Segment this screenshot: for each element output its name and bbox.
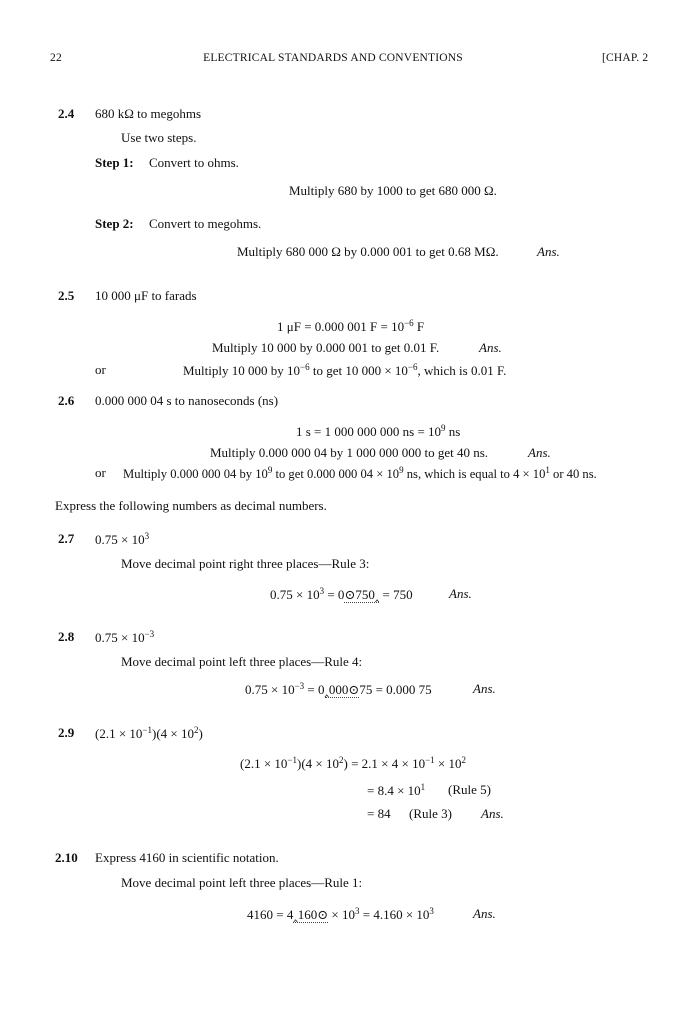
step2-text: Convert to megohms. xyxy=(149,216,262,231)
answer-mark: Ans. xyxy=(449,586,472,601)
equation-2-6-b: Multiply 0.000 000 04 by 1 000 000 000 to get 40 ns. xyxy=(210,445,489,460)
step2-label: Step 2: xyxy=(95,216,134,231)
equation-2-9-line2: = $8.4 \times 10^1$ xyxy=(367,782,426,798)
or-label: or xyxy=(95,465,106,480)
step1-label: Step 1: xyxy=(95,155,134,170)
intro-2-4: Use two steps. xyxy=(121,130,197,145)
running-title: ELECTRICAL STANDARDS AND CONVENTIONS xyxy=(203,52,463,64)
equation-2-5-a: 1 μF = 0.000 001 $F = 10^{-6}$ F xyxy=(277,318,425,334)
problem-prompt-2-8: $0.75 \times 10^{-3}$ xyxy=(95,629,155,645)
problem-number-2-9: 2.9 xyxy=(58,725,75,740)
equation-2-10: 4160 = 4‸160⊙ × $10^3 = 4.160 \times 10^3$ xyxy=(247,906,434,922)
chapter-label: [CHAP. 2 xyxy=(602,52,649,64)
section-intro: Express the following numbers as decimal numbers. xyxy=(55,498,327,513)
problem-prompt-2-5: 10 000 μF to farads xyxy=(95,288,197,303)
equation-2-9-line3: = 84 xyxy=(367,806,391,821)
problem-prompt-2-10: Express 4160 in scientific notation. xyxy=(95,850,279,865)
rule-ref-5: (Rule 5) xyxy=(448,782,491,797)
answer-mark: Ans. xyxy=(528,445,551,460)
rule-2-7: Move decimal point right three places—Rule 3: xyxy=(121,556,370,571)
equation-2-5-b: Multiply 10 000 by 0.000 001 to get 0.01 F. xyxy=(212,340,440,355)
rule-2-10: Move decimal point left three places—Rule 1: xyxy=(121,875,363,890)
rule-2-8: Move decimal point left three places—Rule 4: xyxy=(121,654,363,669)
step2-equation: Multiply 680 000 Ω by 0.000 001 to get 0.68 MΩ. xyxy=(237,244,499,259)
problem-number-2-6: 2.6 xyxy=(58,393,75,408)
problem-prompt-2-4: 680 kΩ to megohms xyxy=(95,106,202,121)
problem-number-2-7: 2.7 xyxy=(58,531,75,546)
step1-equation: Multiply 680 by 1000 to get 680 000 Ω. xyxy=(289,183,497,198)
equation-2-8: $0.75 \times 10^{-3}$ = 0‸000⊙75 = 0.000 75 xyxy=(245,681,432,697)
equation-2-9-line1: $(2.1 \times 10^{-1})(4 \times 10^2) = 2.1 \times 4 \times 10^{-1} \times 10^2$ xyxy=(240,755,466,771)
or-label: or xyxy=(95,362,106,377)
equation-2-6-c: Multiply 0.000 000 04 by $10^9$ to get 0.000 000 $04 \times 10^9$ ns, which is equal to $4 \times 10^1$ or 40 ns. xyxy=(123,465,597,481)
problem-prompt-2-6: 0.000 000 04 s to nanoseconds (ns) xyxy=(95,393,279,408)
problem-number-2-8: 2.8 xyxy=(58,629,75,644)
problem-number-2-5: 2.5 xyxy=(58,288,75,303)
rule-ref-3: (Rule 3) xyxy=(409,806,452,821)
problem-number-2-10: 2.10 xyxy=(55,850,78,865)
answer-mark: Ans. xyxy=(481,806,504,821)
problem-prompt-2-9: $(2.1 \times 10^{-1})(4 \times 10^2)$ xyxy=(95,725,203,741)
answer-mark: Ans. xyxy=(473,681,496,696)
answer-mark: Ans. xyxy=(537,244,560,259)
answer-mark: Ans. xyxy=(473,906,496,921)
answer-mark: Ans. xyxy=(479,340,502,355)
page-number: 22 xyxy=(50,52,62,64)
step1-text: Convert to ohms. xyxy=(149,155,239,170)
equation-2-5-c: Multiply 10 000 by $10^{-6}$ to get 10 $000 \times 10^{-6}$, which is 0.01 F. xyxy=(183,362,507,378)
equation-2-7: $0.75 \times 10^3$ = 0⊙750‸ = 750 xyxy=(270,586,413,602)
problem-prompt-2-7: $0.75 \times 10^3$ xyxy=(95,531,150,547)
equation-2-6-a: 1 s = 1 000 000 000 ns = $10^9$ ns xyxy=(296,423,461,439)
problem-number-2-4: 2.4 xyxy=(58,106,75,121)
